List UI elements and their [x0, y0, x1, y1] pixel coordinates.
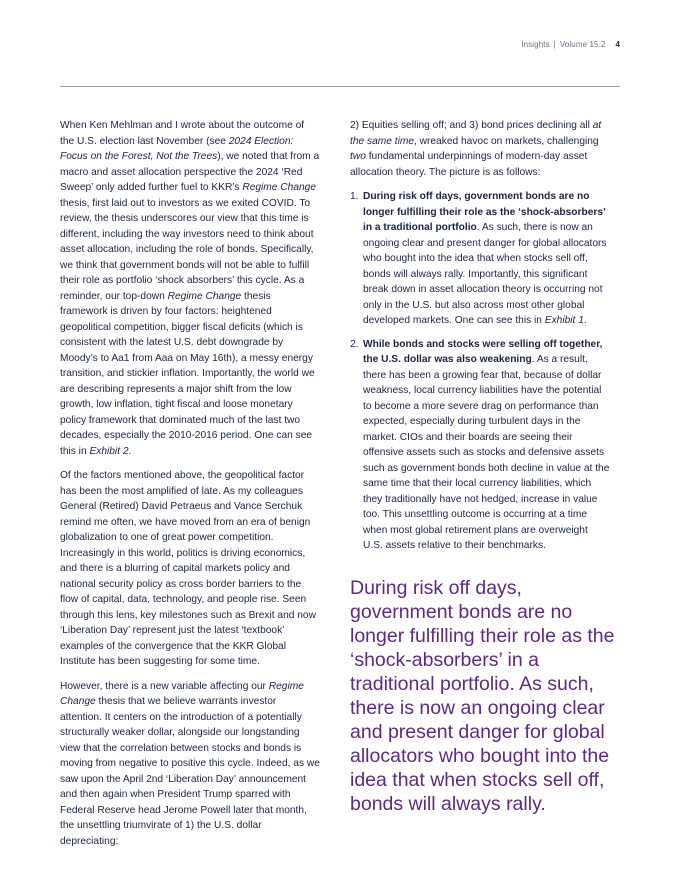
list-number: 2. — [350, 338, 359, 350]
page-number: 4 — [615, 40, 620, 49]
right-column — [350, 118, 610, 562]
paragraph-new-variable: However, there is a new variable affecting our Regime Change thesis that we believe warrants investor attention. It centers on the introduction of a potentially structurally weaker dollar, alongside our longstanding view that the correlation between stocks and bonds is moving from negative to positive this cycle. Indeed, as we saw upon the April 2nd ‘Liberation Day’ announcement and then again when President Trump sparred with Federal Reserve head Jerome Powell later that month, the unsettling triumvirate of 1) the U.S. dollar depreciating; — [60, 680, 320, 847]
paragraph-election: When Ken Mehlman and I wrote about the outcome of the U.S. election last November (see 2024 Election: Focus on the Forest, Not the Trees), we noted that from a macro and asset allocation perspective the 2024 ‘Red Sweep’ only added further fuel to KKR’s Regime Change thesis, first laid out to investors as we exited COVID. To review, the thesis underscores our view that this time is different, including the way investors need to think about asset allocation, including the role of bonds. Specifically, we think that government bonds will not be able to fulfill their role as portfolio ‘shock absorbers’ this cycle. As a reminder, our top-down Regime Change thesis framework is driven by four factors: heightened geopolitical competition, bigger fiscal deficits (which is consistent with the latest U.S. debt downgrade by Moody’s to Aa1 from Aaa on May 16th), a messy energy transition, and stickier inflation. Importantly, the world we are describing represents a major shift from the low growth, low inflation, tight fiscal and loose monetary policy framework that dominated much of the last two decades, especially the 2010-2016 period. One can see this in Exhibit 2. — [60, 120, 320, 457]
page-header — [521, 40, 620, 49]
list-item: 2. While bonds and stocks were selling off together, the U.S. dollar was also weakening. As a result, there has been a growing fear that, because of dollar weakness, local currency liabilities have the potential to become a more severe drag on performance than expected, especially during turbulent days in the market. CIOs and their boards are seeing their offensive assets such as stocks and defensive assets such as government bonds both decline in value at the same time that their local currency liabilities, which they traditionally have not hedged, increase in value too. This unsettling outcome is occurring at a time when most global retirement plans are overweight U.S. assets relative to their benchmarks. — [350, 338, 610, 551]
paragraph-geopolitics: Of the factors mentioned above, the geopolitical factor has been the most amplified of late. As my colleagues General (Retired) David Petraeus and Vance Serchuk remind me often, we have moved from an era of benign globalization to one of great power competition. Increasingly in this world, politics is driving economics, and there is a blurring of capital markets policy and national security policy as cross border barriers to the flow of capital, data, technology, and people rise. Seen through this lens, key milestones such as Brexit and now ‘Liberation Day’ represent just the latest ‘textbook’ examples of the convergence that the KKR Global Institute has been suggesting for some time. — [60, 470, 316, 667]
list-item: 1. During risk off days, government bonds are no longer fulfilling their role as the ‘shock-absorbers’ in a traditional portfolio. As such, there is now an ongoing clear and present danger for global allocators who bought into the idea that when stocks sell off, bonds will always rally. Importantly, this significant break down in asset allocation theory is occurring not only in the U.S. but also across most other global developed markets. One can see this in Exhibit 1. — [350, 191, 607, 326]
numbered-list — [350, 189, 610, 554]
publication-name: Insights — [521, 40, 550, 49]
pull-quote: During risk off days, government bonds are no longer fulfilling their role as the ‘shock-absorbers’ in a traditional portfolio. As such, there is now an ongoing clear and present danger for global allocators who bought into the idea that when stocks sell off, bonds will always rally. — [350, 577, 615, 815]
exhibit-2-reference: Exhibit 2 — [89, 445, 129, 457]
report-title-link: 2024 Election: Focus on the Forest, Not the Trees — [60, 135, 294, 162]
volume-label: Volume 15.2 — [559, 40, 606, 49]
header-divider — [60, 86, 620, 87]
list-number: 1. — [350, 191, 359, 202]
header-separator: | — [553, 40, 556, 49]
paragraph-triumvirate: 2) Equities selling off; and 3) bond prices declining all at the same time, wreaked havoc on markets, challenging two fundamental underpinnings of modern-day asset allocation theory. The picture is as follows: — [350, 120, 602, 178]
left-column — [60, 118, 320, 858]
exhibit-1-reference: Exhibit 1 — [544, 315, 584, 326]
